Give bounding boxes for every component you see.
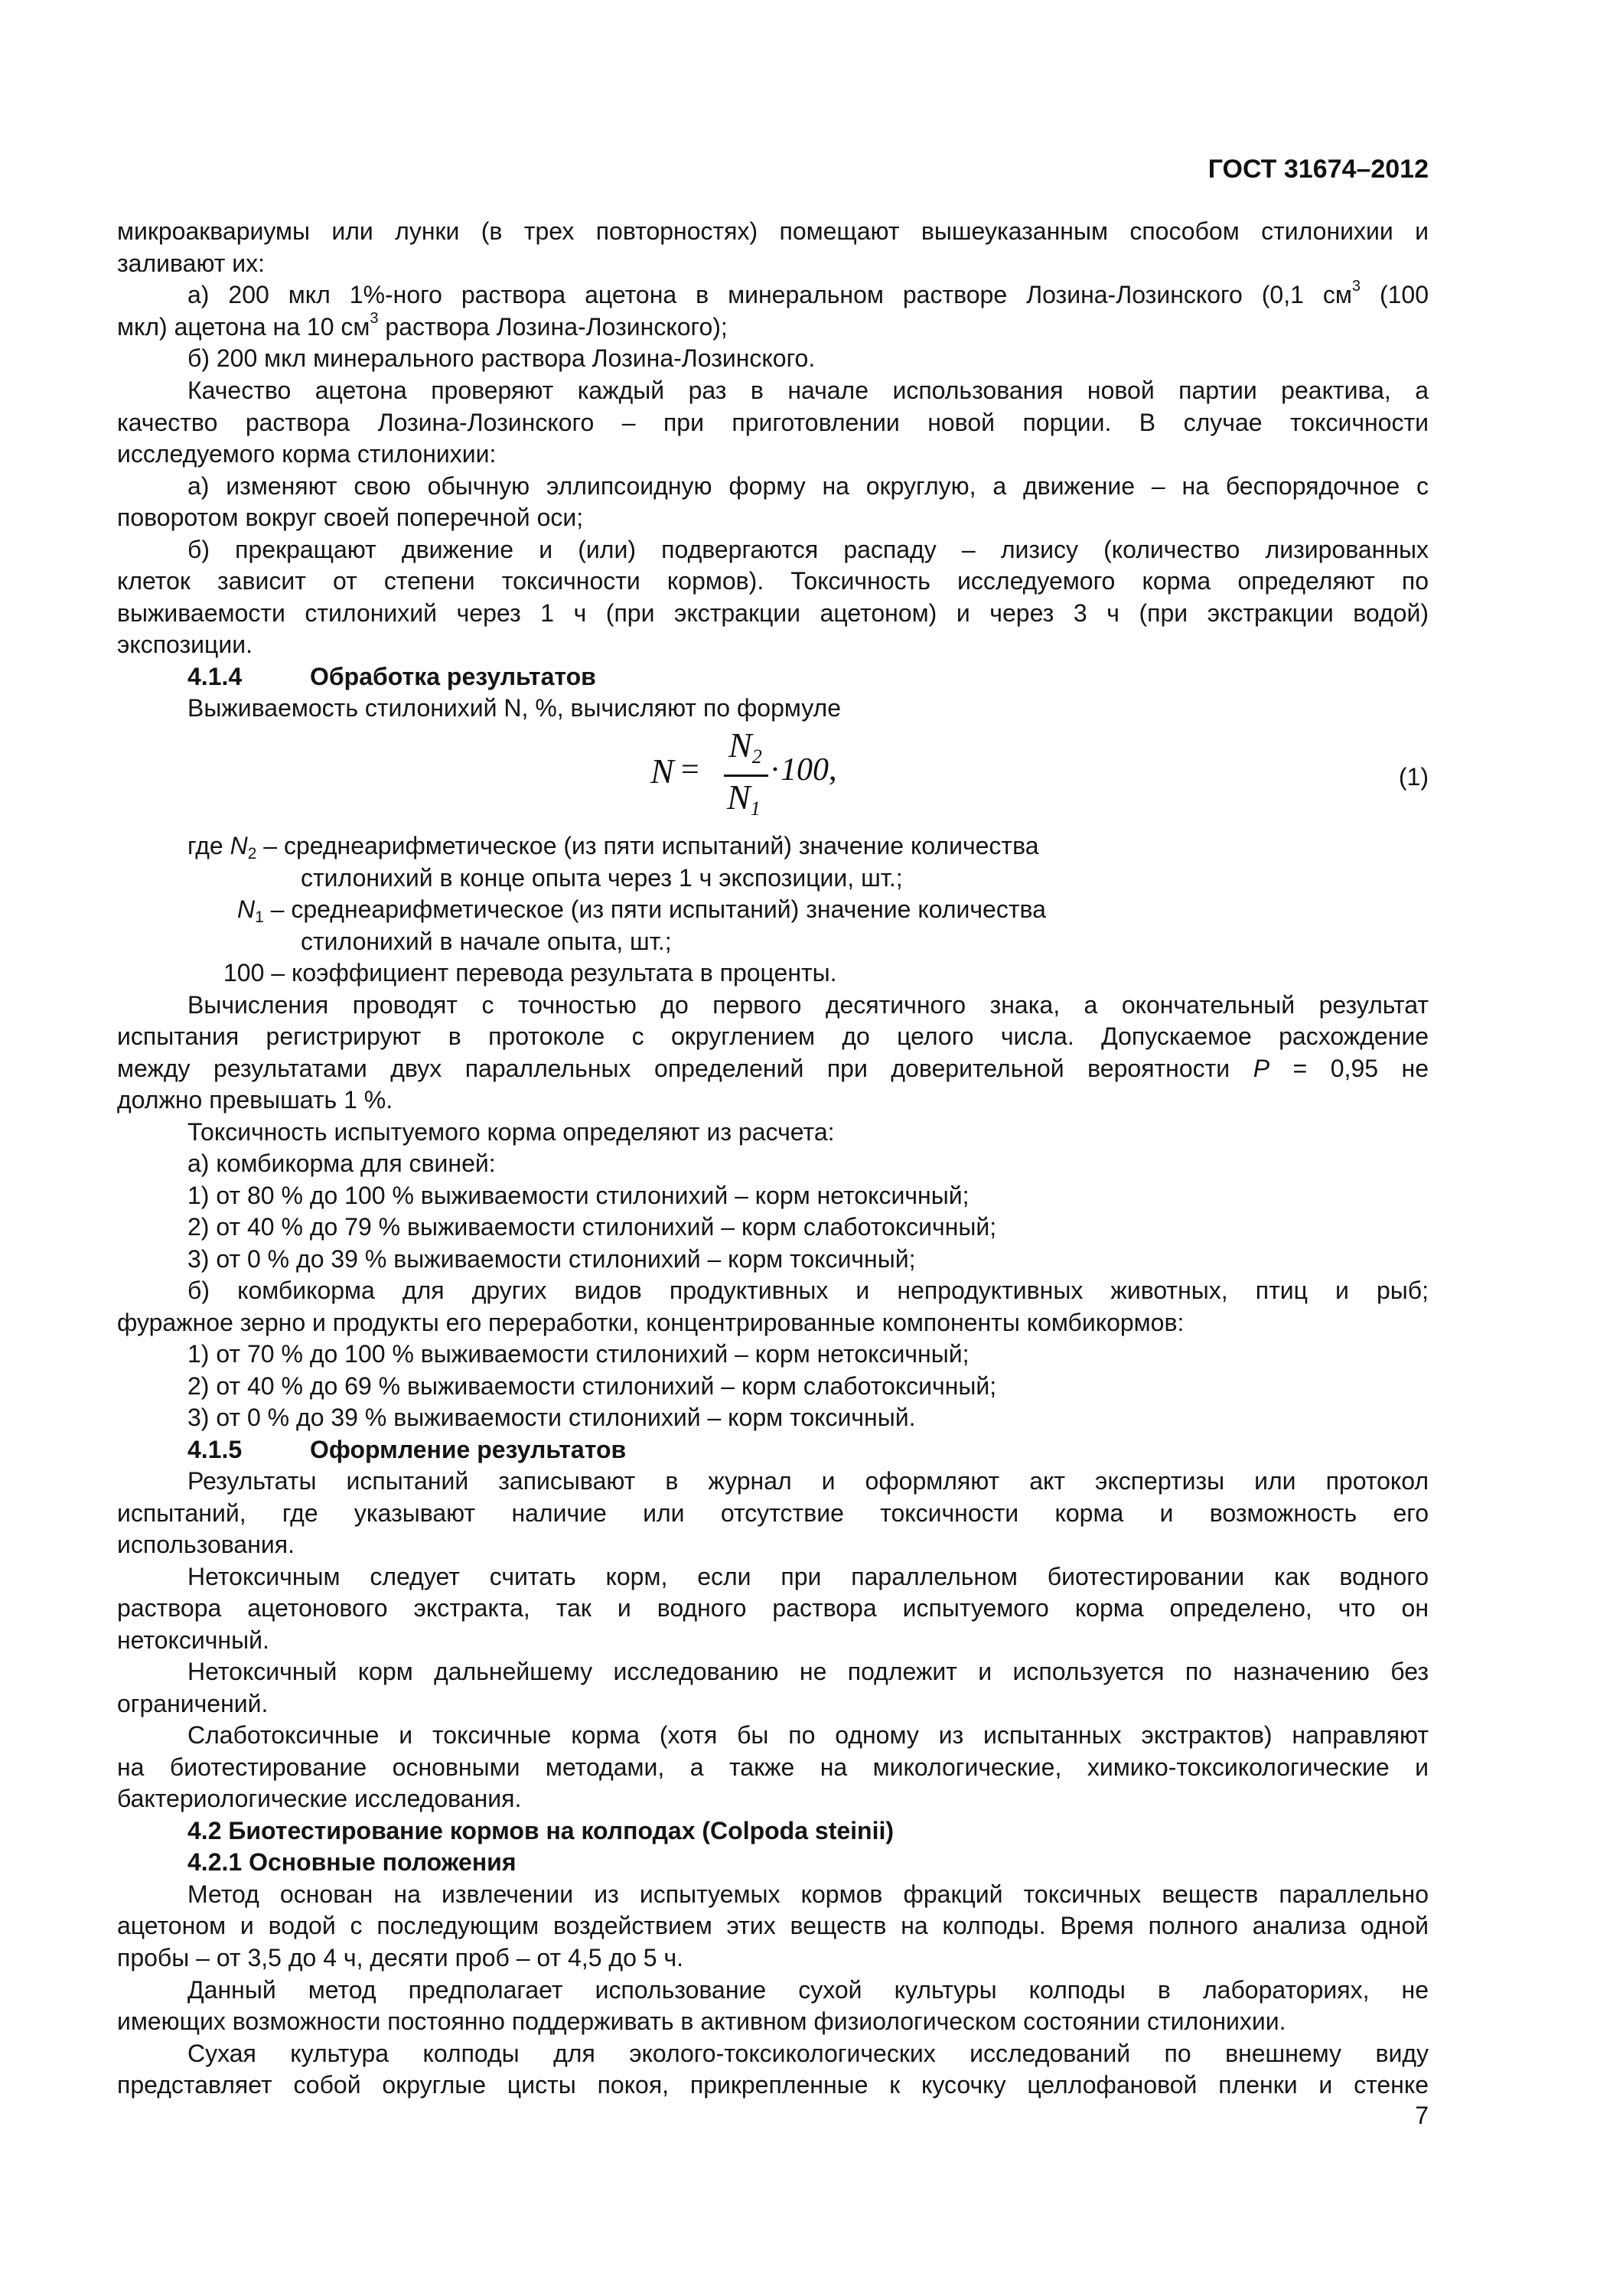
text-line: исследуемого корма стилонихии: xyxy=(117,440,497,468)
where-line: стилонихий в конце опыта через 1 ч экспозиции, шт.; xyxy=(301,864,903,892)
text-fragment: раствора Лозина-Лозинского); xyxy=(378,313,728,341)
list-item: 2) от 40 % до 79 % выживаемости стилонихий – корм слаботоксичный; xyxy=(187,1213,997,1241)
text-line: Токсичность испытуемого корма определяют из расчета: xyxy=(187,1118,835,1146)
equation-number: (1) xyxy=(1398,763,1429,791)
formula-subscript: 2 xyxy=(751,745,762,768)
symbol: P xyxy=(1253,1055,1270,1082)
text-line: Результаты испытаний записывают в журнал и оформляют акт экспертизы или протокол xyxy=(187,1467,1429,1495)
text-line: экспозиции. xyxy=(117,631,253,658)
text-line: микроаквариумы или лунки (в трех повторностях) помещают вышеуказанным способом стилонихии и xyxy=(117,217,1429,245)
text-line xyxy=(117,311,728,342)
text-line: б) 200 мкл минерального раствора Лозина-Лозинского. xyxy=(187,344,816,372)
text-line: а) изменяют свою обычную эллипсоидную форму на округлую, а движение – на беспорядочное с xyxy=(187,472,1429,500)
text-line: ограничений. xyxy=(117,1690,269,1717)
text-line xyxy=(117,1053,1429,1084)
multiply-dot: · xyxy=(770,752,781,788)
formula-lhs: N xyxy=(650,752,674,791)
section-title: 4.2 Биотестирование кормов на колподах (Colpoda steinii) xyxy=(187,1817,895,1844)
text-fragment: (100 xyxy=(1361,281,1429,308)
text-line: качество раствора Лозина-Лозинского – при приготовлении новой порции. В случае токсичности xyxy=(117,409,1429,436)
text-line: б) комбикорма для других видов продуктивных и непродуктивных животных, птиц и рыб; xyxy=(187,1277,1429,1304)
formula-denominator xyxy=(727,778,761,828)
text-line: фуражное зерно и продукты его переработки, концентрированные компоненты комбикормов: xyxy=(117,1309,1185,1336)
text-line: поворотом вокруг своей поперечной оси; xyxy=(117,504,584,531)
section-number: 4.1.4 xyxy=(187,663,243,690)
list-item: 3) от 0 % до 39 % выживаемости стилонихий – корм токсичный; xyxy=(187,1245,916,1273)
formula-comma: , xyxy=(829,752,837,788)
formula-factor: 100 xyxy=(781,752,829,788)
text-line: испытаний, где указывают наличие или отсутствие токсичности корма и возможность его xyxy=(117,1499,1429,1527)
text-fragment: мкл) ацетона на 10 см xyxy=(117,313,370,341)
text-line: Нетоксичный корм дальнейшему исследованию не подлежит и используется по назначению без xyxy=(187,1658,1429,1685)
text-line: представляет собой округлые цисты покоя, прикрепленные к кусочку целлофановой пленки и стенке xyxy=(117,2071,1429,2099)
superscript: 3 xyxy=(370,310,379,328)
text-line: Вычисления проводят с точностью до первого десятичного знака, а окончательный результат xyxy=(187,991,1429,1019)
text-line: нетоксичный. xyxy=(117,1626,269,1654)
text-line: ацетоном и водой с последующим воздействием этих веществ на колподы. Время полного анализа одной xyxy=(117,1912,1429,1939)
text-line: Качество ацетона проверяют каждый раз в начале использования новой партии реактива, а xyxy=(187,377,1429,404)
text-line: бактериологические исследования. xyxy=(117,1785,522,1812)
text-line: Сухая культура колподы для эколого-токсикологических исследований по внешнему виду xyxy=(187,2040,1429,2067)
subscript: 2 xyxy=(247,845,257,863)
list-item: 1) от 70 % до 100 % выживаемости стилонихий – корм нетоксичный; xyxy=(187,1340,970,1368)
text-line: испытания регистрируют в протоколе с округлением до целого числа. Допускаемое расхождение xyxy=(117,1022,1429,1050)
text-line: должно превышать 1 %. xyxy=(117,1086,393,1114)
section-number: 4.1.5 xyxy=(187,1436,243,1463)
formula-subscript: 1 xyxy=(750,797,761,820)
text-line: Данный метод предполагает использование сухой культуры колподы в лабораториях, не xyxy=(187,1976,1429,2004)
formula-survival xyxy=(650,726,895,827)
document-header-id: ГОСТ 31674–2012 xyxy=(1207,155,1429,184)
section-title: Обработка результатов xyxy=(310,663,596,690)
text-line: использования. xyxy=(117,1531,295,1558)
text-line: пробы – от 3,5 до 4 ч, десяти проб – от 4,5 до 5 ч. xyxy=(117,1944,684,1971)
text-fragment: где xyxy=(187,832,230,859)
text-line: Метод основан на извлечении из испытуемых кормов фракций токсичных веществ параллельно xyxy=(187,1880,1429,1908)
text-line: выживаемости стилонихий через 1 ч (при экстракции ацетоном) и через 3 ч (при экстракции водой) xyxy=(117,599,1429,627)
where-line xyxy=(187,830,1039,861)
text-line: Слаботоксичные и токсичные корма (хотя бы по одному из испытанных экстрактов) направляют xyxy=(187,1721,1429,1749)
where-line: стилонихий в начале опыта, шт.; xyxy=(301,928,672,955)
formula-multiplier xyxy=(770,751,837,789)
formula-numerator xyxy=(728,726,762,776)
symbol: N xyxy=(237,895,256,923)
where-line xyxy=(237,894,1046,925)
text-fragment: – среднеарифметическое (из пяти испытаний) значение количества xyxy=(256,832,1039,859)
text-line: имеющих возможности постоянно поддерживать в активном физиологическом состоянии стилонихии. xyxy=(117,2007,1286,2035)
text-line: Выживаемость стилонихий N, %, вычисляют по формуле xyxy=(187,694,841,722)
symbol: N xyxy=(230,832,248,859)
superscript: 3 xyxy=(1351,279,1361,295)
text-fragment: – среднеарифметическое (из пяти испытаний) значение количества xyxy=(263,895,1046,923)
text-fragment: = 0,95 не xyxy=(1269,1055,1429,1082)
subscript: 1 xyxy=(255,908,264,926)
text-line: заливают их: xyxy=(117,249,266,277)
list-item: 2) от 40 % до 69 % выживаемости стилонихий – корм слаботоксичный; xyxy=(187,1372,997,1400)
subsection-title: 4.2.1 Основные положения xyxy=(187,1848,517,1876)
text-line: раствора ацетонового экстракта, так и водного раствора испытуемого корма определено, что он xyxy=(117,1594,1429,1622)
formula-symbol: N xyxy=(728,726,752,765)
where-line: 100 – коэффициент перевода результата в проценты. xyxy=(223,959,837,987)
text-line: а) комбикорма для свиней: xyxy=(187,1150,496,1177)
text-line: б) прекращают движение и (или) подвергаются распаду – лизису (количество лизированных xyxy=(187,536,1429,563)
section-title: Оформление результатов xyxy=(310,1436,627,1463)
list-item: 1) от 80 % до 100 % выживаемости стилонихий – корм нетоксичный; xyxy=(187,1182,970,1209)
formula-symbol: N xyxy=(727,778,751,817)
page-number: 7 xyxy=(1415,2102,1429,2129)
text-fragment: между результатами двух параллельных определений при доверительной вероятности xyxy=(117,1055,1253,1082)
text-fragment: а) 200 мкл 1%-ного раствора ацетона в минеральном растворе Лозина-Лозинского (0,1 см xyxy=(187,281,1352,308)
formula-equals: = xyxy=(681,752,699,788)
text-line: клеток зависит от степени токсичности кормов). Токсичность исследуемого корма определяют по xyxy=(117,567,1429,595)
text-line xyxy=(187,279,1429,310)
text-line: на биотестирование основными методами, а также на микологические, химико-токсикологические и xyxy=(117,1753,1429,1781)
text-line: Нетоксичным следует считать корм, если при параллельном биотестировании как водного xyxy=(187,1563,1429,1590)
list-item: 3) от 0 % до 39 % выживаемости стилонихий – корм токсичный. xyxy=(187,1404,916,1431)
fraction-bar xyxy=(724,775,768,777)
